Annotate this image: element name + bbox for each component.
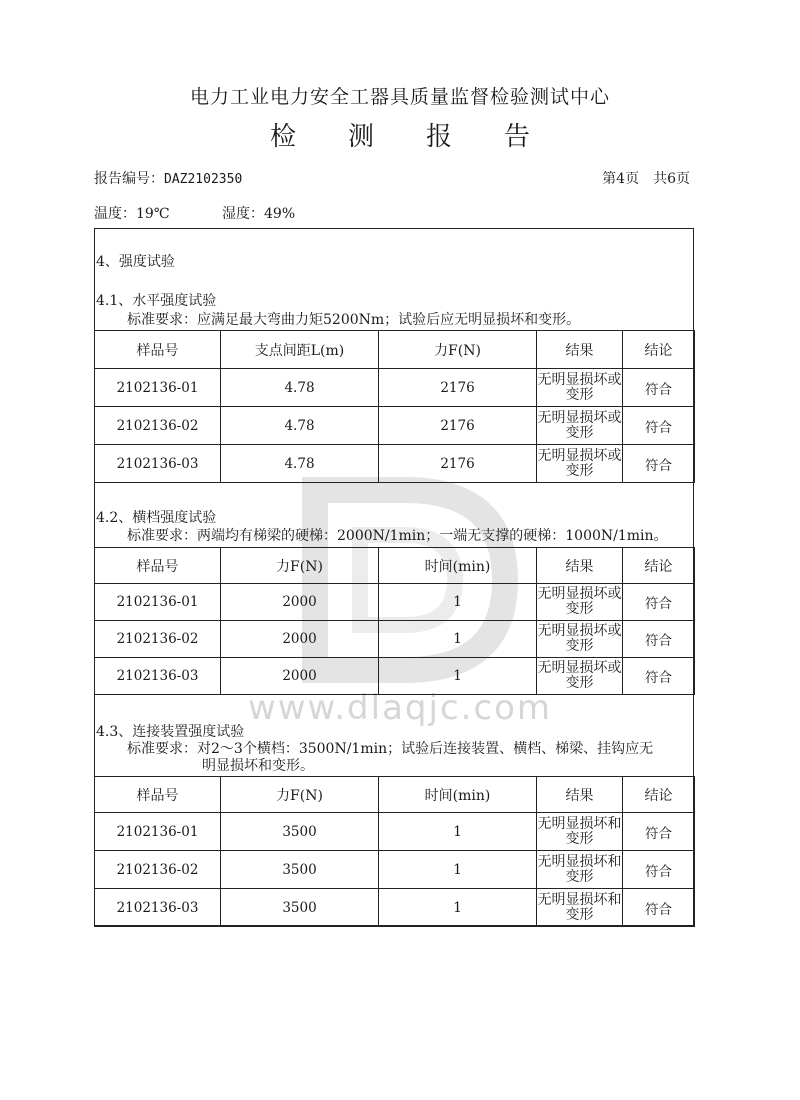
- result-cell: 无明显损坏和变形: [537, 813, 623, 851]
- report-title: 检测报告: [269, 122, 582, 152]
- result-cell: 无明显损坏或变形: [537, 584, 623, 621]
- span-cell: 4.78: [221, 369, 379, 407]
- temperature: 温度：19℃: [94, 206, 170, 222]
- conclusion-cell: 符合: [623, 658, 695, 695]
- s3-title: 4.3、连接装置强度试验: [96, 724, 245, 740]
- sample-id-cell: 2102136-03: [95, 889, 221, 927]
- table-row: [95, 445, 695, 483]
- time-cell: 1: [379, 813, 537, 851]
- result-cell: 无明显损坏或变形: [537, 445, 623, 483]
- header-cell: 样品号: [95, 548, 221, 584]
- header-cell: 支点间距L(m): [221, 331, 379, 369]
- force-cell: 2176: [379, 445, 537, 483]
- time-cell: 1: [379, 658, 537, 695]
- header-cell: 结果: [537, 777, 623, 813]
- sample-id-cell: 2102136-02: [95, 407, 221, 445]
- s2-table: [94, 547, 695, 695]
- time-cell: 1: [379, 621, 537, 658]
- table-row: [95, 621, 695, 658]
- result-cell: 无明显损坏或变形: [537, 407, 623, 445]
- table-header-row: [95, 777, 695, 813]
- report-number-label: 报告编号：: [94, 171, 164, 187]
- force-cell: 2000: [221, 621, 379, 658]
- table-header-row: [95, 548, 695, 584]
- s3-table: [94, 776, 695, 927]
- conclusion-cell: 符合: [623, 584, 695, 621]
- sample-id-cell: 2102136-01: [95, 584, 221, 621]
- s3-requirement-line1: 标准要求：对2～3个横档：3500N/1min；试验后连接装置、横档、梯梁、挂钩应无: [127, 741, 654, 757]
- table-row: [95, 407, 695, 445]
- s1-table: [94, 330, 695, 483]
- result-cell: 无明显损坏或变形: [537, 621, 623, 658]
- page-info: 第4页 共6页: [602, 171, 690, 187]
- s1-requirement: 标准要求：应满足最大弯曲力矩5200Nm；试验后应无明显损坏和变形。: [127, 312, 581, 328]
- s2-title: 4.2、横档强度试验: [96, 510, 217, 526]
- sample-id-cell: 2102136-01: [95, 369, 221, 407]
- result-cell: 无明显损坏或变形: [537, 369, 623, 407]
- time-cell: 1: [379, 889, 537, 927]
- header-cell: 样品号: [95, 331, 221, 369]
- span-cell: 4.78: [221, 407, 379, 445]
- s2-requirement: 标准要求：两端均有梯梁的硬梯：2000N/1min；一端无支撑的硬梯：1000N/1min。: [127, 528, 668, 544]
- conclusion-cell: 符合: [623, 407, 695, 445]
- sample-id-cell: 2102136-02: [95, 851, 221, 889]
- header-cell: 结果: [537, 331, 623, 369]
- force-cell: 3500: [221, 813, 379, 851]
- result-cell: 无明显损坏和变形: [537, 851, 623, 889]
- header-cell: 结果: [537, 548, 623, 584]
- sample-id-cell: 2102136-03: [95, 445, 221, 483]
- conclusion-cell: 符合: [623, 813, 695, 851]
- sample-id-cell: 2102136-03: [95, 658, 221, 695]
- header-cell: 时间(min): [379, 777, 537, 813]
- span-cell: 4.78: [221, 445, 379, 483]
- header-cell: 结论: [623, 548, 695, 584]
- report-number-value: DAZ2102350: [164, 172, 243, 187]
- organization-name: 电力工业电力安全工器具质量监督检验测试中心: [189, 86, 610, 108]
- table-row: [95, 813, 695, 851]
- time-cell: 1: [379, 851, 537, 889]
- section-title: 4、强度试验: [96, 254, 175, 270]
- table-row: [95, 369, 695, 407]
- force-cell: 2176: [379, 369, 537, 407]
- table-row: [95, 658, 695, 695]
- header-cell: 力F(N): [221, 777, 379, 813]
- force-cell: 2000: [221, 658, 379, 695]
- table-row: [95, 889, 695, 927]
- force-cell: 2000: [221, 584, 379, 621]
- header-cell: 结论: [623, 331, 695, 369]
- result-cell: 无明显损坏和变形: [537, 889, 623, 927]
- sample-id-cell: 2102136-02: [95, 621, 221, 658]
- s3-requirement-line2: 明显损坏和变形。: [202, 758, 314, 774]
- result-cell: 无明显损坏或变形: [537, 658, 623, 695]
- header-cell: 力F(N): [379, 331, 537, 369]
- sample-id-cell: 2102136-01: [95, 813, 221, 851]
- conclusion-cell: 符合: [623, 445, 695, 483]
- humidity: 湿度：49%: [222, 206, 296, 222]
- report-number: [94, 168, 242, 188]
- header-cell: 时间(min): [379, 548, 537, 584]
- conclusion-cell: 符合: [623, 889, 695, 927]
- force-cell: 3500: [221, 889, 379, 927]
- header-cell: 力F(N): [221, 548, 379, 584]
- table-row: [95, 584, 695, 621]
- force-cell: 2176: [379, 407, 537, 445]
- force-cell: 3500: [221, 851, 379, 889]
- s1-title: 4.1、水平强度试验: [96, 293, 217, 309]
- table-row: [95, 851, 695, 889]
- watermark-text: www.dlaqjc.com: [247, 688, 553, 728]
- conclusion-cell: 符合: [623, 851, 695, 889]
- table-header-row: [95, 331, 695, 369]
- header-cell: 结论: [623, 777, 695, 813]
- header-cell: 样品号: [95, 777, 221, 813]
- conclusion-cell: 符合: [623, 621, 695, 658]
- time-cell: 1: [379, 584, 537, 621]
- conclusion-cell: 符合: [623, 369, 695, 407]
